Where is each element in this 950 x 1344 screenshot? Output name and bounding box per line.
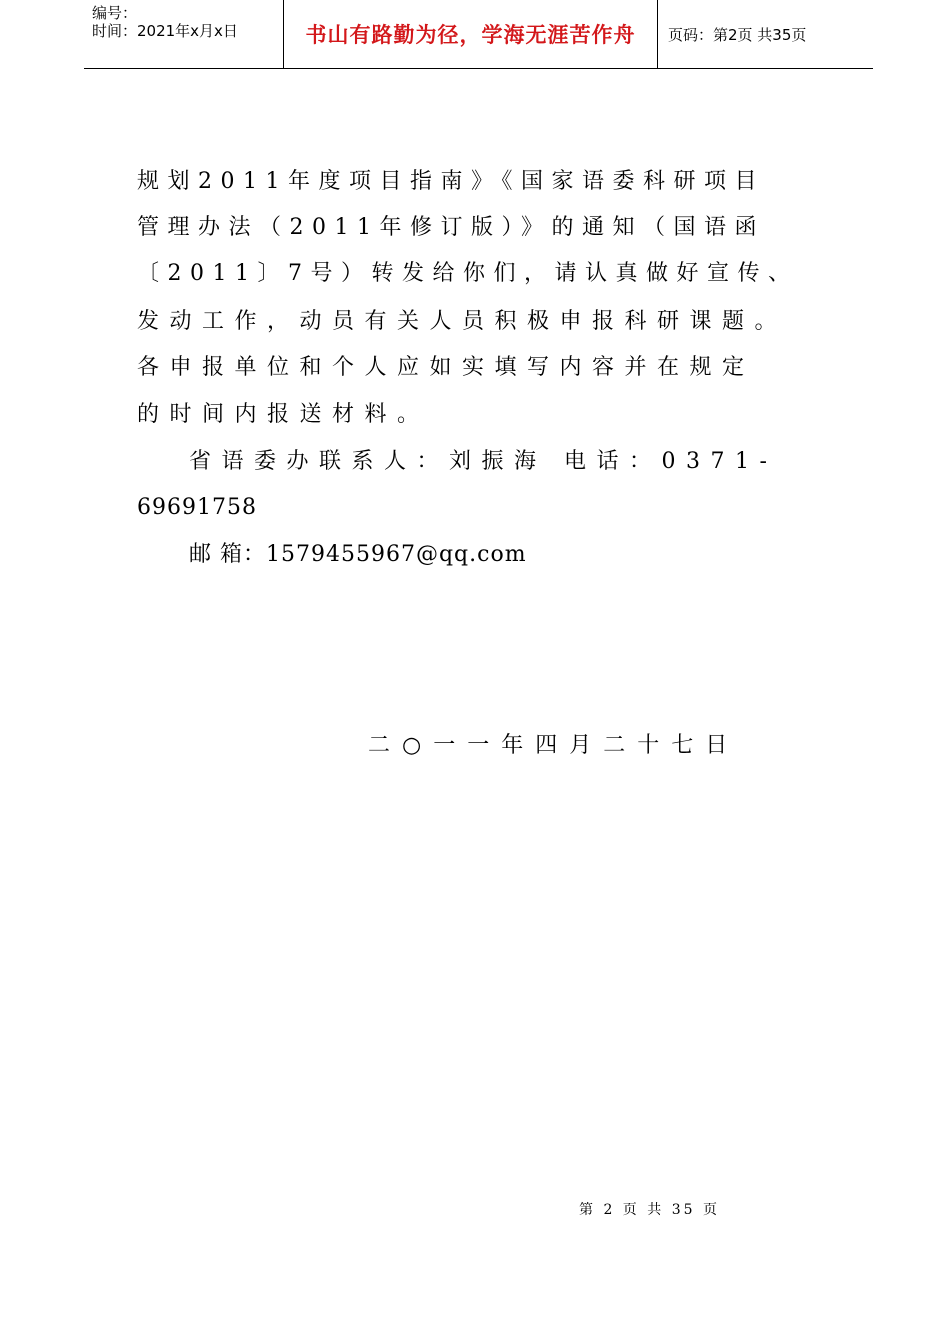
contact-phone-continuation: 69691758	[137, 495, 257, 520]
header-meta-cell	[84, 0, 284, 68]
email-value: 1579455967@qq.com	[266, 542, 527, 567]
header-motto-cell	[284, 0, 658, 68]
document-date: 二○一一年四月二十七日	[368, 733, 740, 758]
header-page-cell	[658, 0, 873, 68]
document-number-label: 编号：	[92, 4, 138, 22]
body-line: 各申报单位和个人应如实填写内容并在规定	[137, 355, 755, 380]
body-line: 发动工作，动员有关人员积极申报科研课题。	[137, 309, 788, 334]
body-line: 的时间内报送材料。	[137, 402, 430, 427]
document-header	[84, 0, 873, 69]
document-time-label: 时间：2021年x月x日	[92, 22, 238, 40]
body-line: 规划2011年度项目指南》《国家语委科研项目	[137, 169, 765, 194]
email-label: 邮 箱：	[189, 542, 266, 567]
body-line: 〔2011〕7号）转发给你们，请认真做好宣传、	[137, 261, 799, 286]
email-line	[189, 541, 527, 569]
header-page-code: 页码：第2页 共35页	[668, 25, 807, 44]
body-line: 管理办法（2011年修订版）》的通知（国语函	[137, 215, 765, 240]
header-motto: 书山有路勤为径，学海无涯苦作舟	[305, 23, 636, 47]
page-footer: 第 2 页 共 35 页	[579, 1202, 720, 1218]
contact-line: 省语委办联系人：刘振海 电话：0371-	[189, 449, 778, 474]
